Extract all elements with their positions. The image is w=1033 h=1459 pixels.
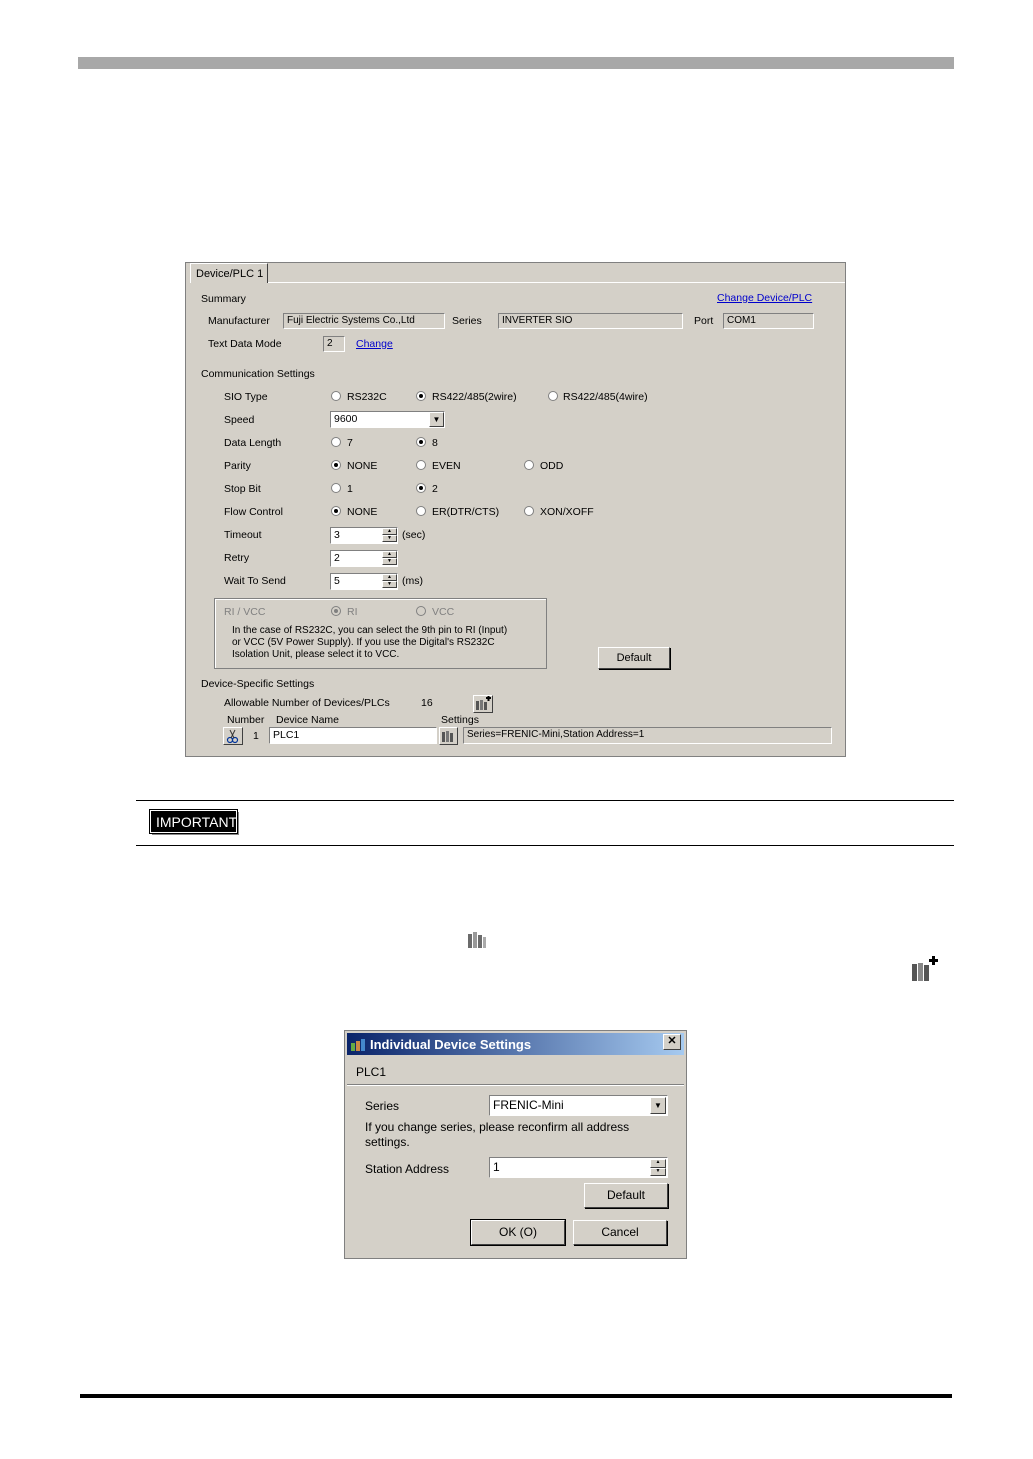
flow-xon-label: XON/XOFF xyxy=(540,506,594,518)
cancel-button[interactable]: Cancel xyxy=(573,1220,667,1245)
sio-rs422-4wire-label: RS422/485(4wire) xyxy=(563,391,648,403)
device-settings-icon[interactable] xyxy=(439,727,458,745)
communication-settings-label: Communication Settings xyxy=(201,368,315,380)
parity-odd-radio[interactable] xyxy=(524,460,534,470)
dialog-series-note-line1: If you change series, please reconfirm all address xyxy=(365,1120,630,1134)
close-icon[interactable]: ✕ xyxy=(663,1034,681,1050)
flow-er-label: ER(DTR/CTS) xyxy=(432,506,500,518)
sio-rs422-4wire-radio[interactable] xyxy=(548,391,558,401)
device-name-input[interactable]: PLC1 xyxy=(269,727,437,744)
dialog-series-label: Series xyxy=(365,1099,400,1113)
dialog-title: Individual Device Settings xyxy=(347,1033,684,1055)
retry-input[interactable]: 2 xyxy=(330,550,398,567)
stop-bit-2-radio[interactable] xyxy=(416,483,426,493)
ri-vcc-note-line1: In the case of RS232C, you can select the 9th pin to RI (Input) xyxy=(232,625,508,636)
sio-type-label: SIO Type xyxy=(224,391,268,403)
speed-label: Speed xyxy=(224,414,255,426)
station-address-label: Station Address xyxy=(365,1162,450,1176)
col-number-header: Number xyxy=(227,714,265,726)
timeout-label: Timeout xyxy=(224,529,262,541)
flow-none-radio[interactable] xyxy=(331,506,341,516)
sio-rs422-2wire-label: RS422/485(2wire) xyxy=(432,391,517,403)
data-length-8-radio[interactable] xyxy=(416,437,426,447)
add-device-icon-inline xyxy=(910,955,940,988)
settings-icon xyxy=(465,928,489,955)
wait-to-send-label: Wait To Send xyxy=(224,575,286,587)
data-length-8-label: 8 xyxy=(432,437,438,449)
col-settings-header: Settings xyxy=(441,714,479,726)
stop-bit-1-label: 1 xyxy=(347,483,353,495)
ri-vcc-note-line3: Isolation Unit, please select it to VCC. xyxy=(232,649,400,660)
dialog-default-button[interactable]: Default xyxy=(584,1183,668,1208)
text-data-mode-field: 2 xyxy=(323,336,345,352)
device-plc-settings-panel xyxy=(185,262,846,757)
vcc-radio[interactable] xyxy=(416,606,426,616)
text-data-mode-label: Text Data Mode xyxy=(208,338,282,350)
tab-device-plc-1[interactable]: Device/PLC 1 xyxy=(190,263,268,283)
default-button[interactable]: Default xyxy=(598,647,670,669)
wait-to-send-input[interactable]: 5 xyxy=(330,573,398,590)
speed-dropdown-icon[interactable]: ▼ xyxy=(429,412,444,427)
ri-vcc-label: RI / VCC xyxy=(224,606,266,618)
speed-select[interactable]: 9600 xyxy=(330,411,445,428)
device-row-number: 1 xyxy=(253,730,259,742)
flow-xon-radio[interactable] xyxy=(524,506,534,516)
parity-even-label: EVEN xyxy=(432,460,461,472)
dialog-series-dropdown-icon[interactable]: ▼ xyxy=(650,1097,666,1114)
ri-label: RI xyxy=(347,606,358,618)
individual-device-settings-dialog xyxy=(344,1030,687,1259)
manufacturer-field: Fuji Electric Systems Co.,Ltd xyxy=(283,313,445,329)
dialog-series-select[interactable]: FRENIC-Mini xyxy=(489,1095,668,1116)
sio-rs232c-label: RS232C xyxy=(347,391,387,403)
data-length-7-radio[interactable] xyxy=(331,437,341,447)
wait-to-send-unit: (ms) xyxy=(402,575,423,587)
port-field: COM1 xyxy=(723,313,814,329)
ri-vcc-note-line2: or VCC (5V Power Supply). If you use the Digital's RS232C xyxy=(232,637,495,648)
dialog-device-name: PLC1 xyxy=(356,1065,387,1079)
dialog-series-note-line2: settings. xyxy=(365,1135,410,1149)
change-device-plc-link[interactable]: Change Device/PLC xyxy=(717,292,813,304)
important-badge: IMPORTANT xyxy=(150,810,237,833)
station-address-spinner[interactable]: ▲ ▼ xyxy=(650,1159,666,1176)
device-settings-title-icon xyxy=(350,1036,368,1055)
series-field: INVERTER SIO xyxy=(498,313,683,329)
flow-er-radio[interactable] xyxy=(416,506,426,516)
port-label: Port xyxy=(694,315,714,327)
allowable-devices-count: 16 xyxy=(421,697,433,709)
data-length-7-label: 7 xyxy=(347,437,353,449)
manufacturer-label: Manufacturer xyxy=(208,315,270,327)
add-device-icon[interactable] xyxy=(473,695,493,713)
wait-to-send-spinner[interactable]: ▲ ▼ xyxy=(382,574,397,588)
text-data-mode-change-link[interactable]: Change xyxy=(356,338,393,350)
parity-label: Parity xyxy=(224,460,251,472)
device-specific-settings-label: Device-Specific Settings xyxy=(201,678,315,690)
station-address-input[interactable]: 1 xyxy=(489,1157,668,1178)
ok-button[interactable]: OK (O) xyxy=(471,1220,565,1245)
sio-rs422-2wire-radio[interactable] xyxy=(416,391,426,401)
stop-bit-label: Stop Bit xyxy=(224,483,261,495)
allowable-devices-label: Allowable Number of Devices/PLCs xyxy=(224,697,390,709)
timeout-input[interactable]: 3 xyxy=(330,527,398,544)
parity-odd-label: ODD xyxy=(540,460,564,472)
retry-spinner[interactable]: ▲ ▼ xyxy=(382,551,397,565)
header-bar xyxy=(78,57,954,69)
stop-bit-2-label: 2 xyxy=(432,483,438,495)
timeout-unit: (sec) xyxy=(402,529,426,541)
series-label: Series xyxy=(452,315,482,327)
sio-rs232c-radio[interactable] xyxy=(331,391,341,401)
summary-label: Summary xyxy=(201,293,246,305)
vcc-label: VCC xyxy=(432,606,455,618)
device-settings-field: Series=FRENIC-Mini,Station Address=1 xyxy=(463,727,832,744)
flow-control-label: Flow Control xyxy=(224,506,283,518)
data-length-label: Data Length xyxy=(224,437,282,449)
delete-device-icon[interactable] xyxy=(223,727,243,745)
parity-none-label: NONE xyxy=(347,460,378,472)
retry-label: Retry xyxy=(224,552,250,564)
parity-none-radio[interactable] xyxy=(331,460,341,470)
footer-line xyxy=(80,1394,952,1398)
parity-even-radio[interactable] xyxy=(416,460,426,470)
stop-bit-1-radio[interactable] xyxy=(331,483,341,493)
timeout-spinner[interactable]: ▲ ▼ xyxy=(382,528,397,542)
col-device-name-header: Device Name xyxy=(276,714,340,726)
ri-radio[interactable] xyxy=(331,606,341,616)
flow-none-label: NONE xyxy=(347,506,378,518)
